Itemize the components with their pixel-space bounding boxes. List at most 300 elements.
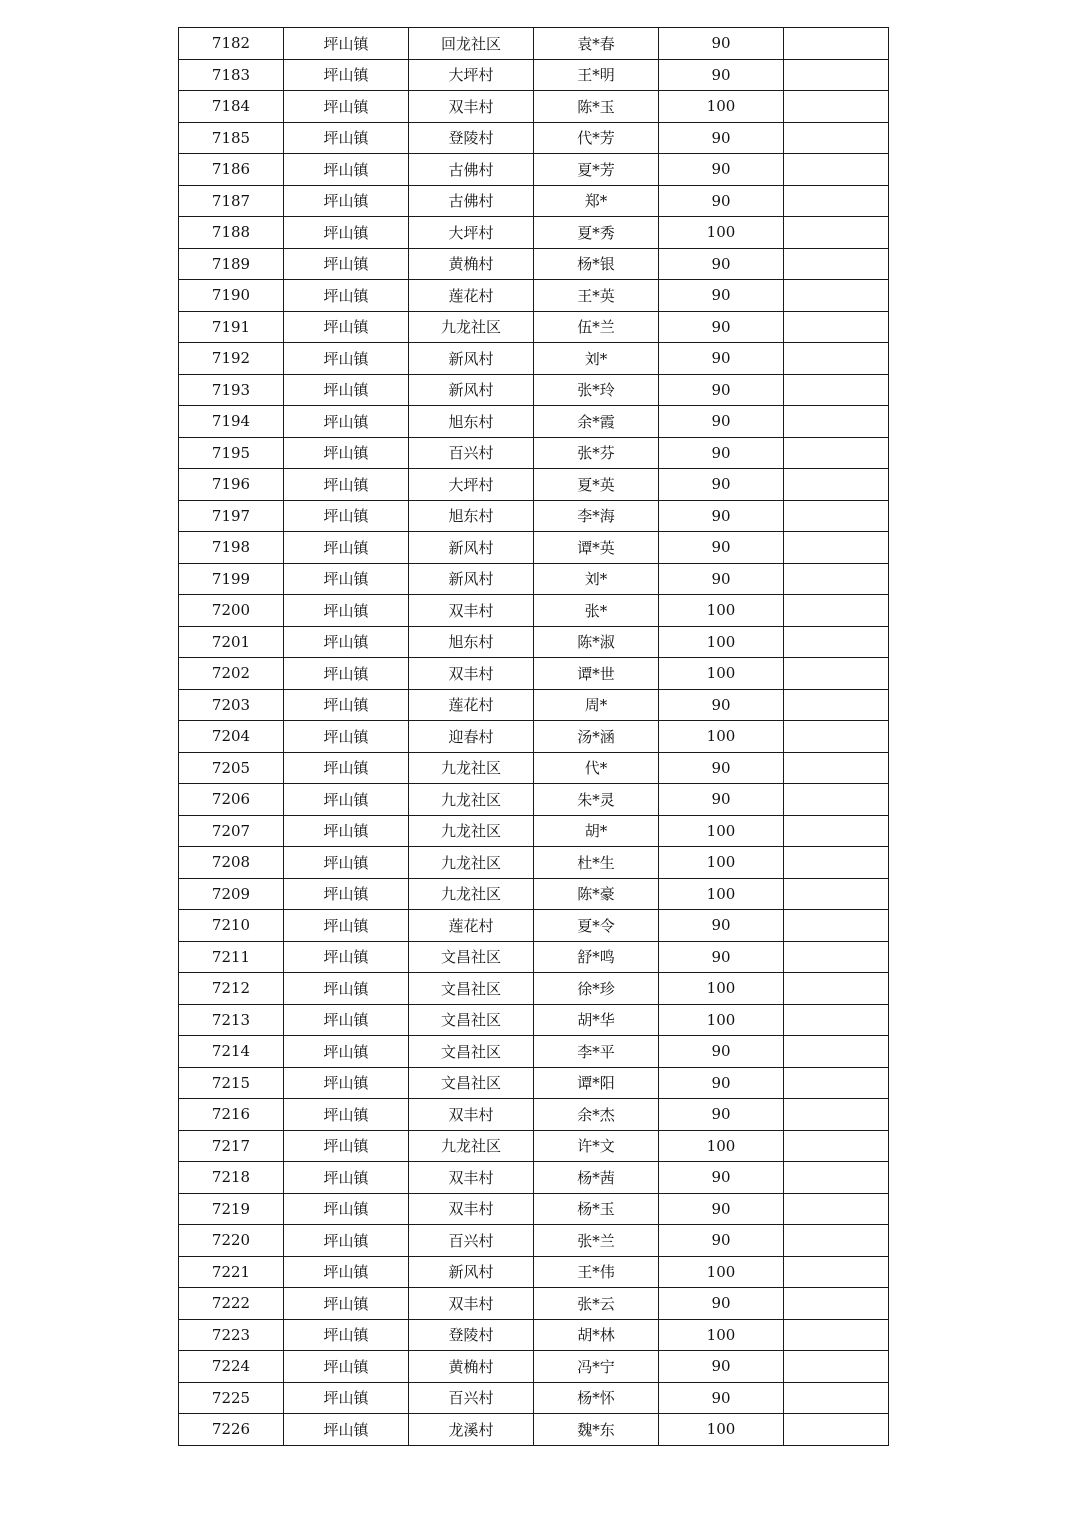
amount-cell: 90 xyxy=(659,343,784,375)
village-cell: 文昌社区 xyxy=(409,1036,534,1068)
serial-number-cell: 7184 xyxy=(179,91,284,123)
table-row xyxy=(179,532,889,564)
serial-number-cell: 7187 xyxy=(179,185,284,217)
amount-cell: 90 xyxy=(659,910,784,942)
remark-cell xyxy=(784,248,889,280)
serial-number-cell: 7191 xyxy=(179,311,284,343)
serial-number-cell: 7226 xyxy=(179,1414,284,1446)
village-cell: 旭东村 xyxy=(409,406,534,438)
remark-cell xyxy=(784,1067,889,1099)
serial-number-cell: 7188 xyxy=(179,217,284,249)
amount-cell: 90 xyxy=(659,563,784,595)
amount-cell: 100 xyxy=(659,1414,784,1446)
remark-cell xyxy=(784,122,889,154)
name-cell: 杨*银 xyxy=(534,248,659,280)
name-cell: 余*霞 xyxy=(534,406,659,438)
name-cell: 代* xyxy=(534,752,659,784)
village-cell: 新风村 xyxy=(409,374,534,406)
village-cell: 新风村 xyxy=(409,532,534,564)
name-cell: 刘* xyxy=(534,563,659,595)
serial-number-cell: 7212 xyxy=(179,973,284,1005)
town-cell: 坪山镇 xyxy=(284,248,409,280)
serial-number-cell: 7196 xyxy=(179,469,284,501)
serial-number-cell: 7202 xyxy=(179,658,284,690)
town-cell: 坪山镇 xyxy=(284,1288,409,1320)
name-cell: 陈*玉 xyxy=(534,91,659,123)
remark-cell xyxy=(784,721,889,753)
remark-cell xyxy=(784,217,889,249)
town-cell: 坪山镇 xyxy=(284,784,409,816)
remark-cell xyxy=(784,1414,889,1446)
village-cell: 迎春村 xyxy=(409,721,534,753)
name-cell: 张*芬 xyxy=(534,437,659,469)
remark-cell xyxy=(784,1256,889,1288)
table-row xyxy=(179,280,889,312)
amount-cell: 90 xyxy=(659,1036,784,1068)
remark-cell xyxy=(784,154,889,186)
remark-cell xyxy=(784,374,889,406)
remark-cell xyxy=(784,910,889,942)
table-row xyxy=(179,941,889,973)
amount-cell: 100 xyxy=(659,595,784,627)
remark-cell xyxy=(784,1382,889,1414)
village-cell: 新风村 xyxy=(409,1256,534,1288)
town-cell: 坪山镇 xyxy=(284,847,409,879)
name-cell: 王*伟 xyxy=(534,1256,659,1288)
town-cell: 坪山镇 xyxy=(284,185,409,217)
serial-number-cell: 7198 xyxy=(179,532,284,564)
remark-cell xyxy=(784,28,889,60)
amount-cell: 100 xyxy=(659,815,784,847)
village-cell: 回龙社区 xyxy=(409,28,534,60)
amount-cell: 90 xyxy=(659,59,784,91)
name-cell: 夏*英 xyxy=(534,469,659,501)
table-row xyxy=(179,815,889,847)
table-row xyxy=(179,406,889,438)
serial-number-cell: 7199 xyxy=(179,563,284,595)
village-cell: 新风村 xyxy=(409,343,534,375)
table-row xyxy=(179,1351,889,1383)
amount-cell: 90 xyxy=(659,28,784,60)
village-cell: 九龙社区 xyxy=(409,784,534,816)
remark-cell xyxy=(784,1193,889,1225)
village-cell: 古佛村 xyxy=(409,154,534,186)
name-cell: 徐*珍 xyxy=(534,973,659,1005)
town-cell: 坪山镇 xyxy=(284,1225,409,1257)
village-cell: 百兴村 xyxy=(409,437,534,469)
serial-number-cell: 7185 xyxy=(179,122,284,154)
amount-cell: 100 xyxy=(659,878,784,910)
town-cell: 坪山镇 xyxy=(284,1319,409,1351)
town-cell: 坪山镇 xyxy=(284,563,409,595)
remark-cell xyxy=(784,1099,889,1131)
table-row xyxy=(179,1036,889,1068)
remark-cell xyxy=(784,847,889,879)
remark-cell xyxy=(784,343,889,375)
town-cell: 坪山镇 xyxy=(284,1162,409,1194)
name-cell: 袁*春 xyxy=(534,28,659,60)
village-cell: 新风村 xyxy=(409,563,534,595)
remark-cell xyxy=(784,563,889,595)
table-row xyxy=(179,1288,889,1320)
serial-number-cell: 7203 xyxy=(179,689,284,721)
amount-cell: 90 xyxy=(659,689,784,721)
amount-cell: 100 xyxy=(659,626,784,658)
remark-cell xyxy=(784,185,889,217)
remark-cell xyxy=(784,437,889,469)
name-cell: 冯*宁 xyxy=(534,1351,659,1383)
amount-cell: 100 xyxy=(659,847,784,879)
village-cell: 双丰村 xyxy=(409,91,534,123)
village-cell: 文昌社区 xyxy=(409,973,534,1005)
town-cell: 坪山镇 xyxy=(284,406,409,438)
name-cell: 夏*令 xyxy=(534,910,659,942)
name-cell: 夏*秀 xyxy=(534,217,659,249)
serial-number-cell: 7211 xyxy=(179,941,284,973)
remark-cell xyxy=(784,311,889,343)
name-cell: 郑* xyxy=(534,185,659,217)
village-cell: 九龙社区 xyxy=(409,311,534,343)
serial-number-cell: 7221 xyxy=(179,1256,284,1288)
name-cell: 谭*世 xyxy=(534,658,659,690)
town-cell: 坪山镇 xyxy=(284,1193,409,1225)
table-row xyxy=(179,595,889,627)
amount-cell: 90 xyxy=(659,248,784,280)
name-cell: 陈*淑 xyxy=(534,626,659,658)
amount-cell: 90 xyxy=(659,154,784,186)
village-cell: 九龙社区 xyxy=(409,878,534,910)
name-cell: 胡*华 xyxy=(534,1004,659,1036)
table-row xyxy=(179,1382,889,1414)
table-row xyxy=(179,721,889,753)
table-row xyxy=(179,91,889,123)
serial-number-cell: 7213 xyxy=(179,1004,284,1036)
name-cell: 张*兰 xyxy=(534,1225,659,1257)
table-row xyxy=(179,847,889,879)
table-row xyxy=(179,217,889,249)
town-cell: 坪山镇 xyxy=(284,59,409,91)
serial-number-cell: 7193 xyxy=(179,374,284,406)
town-cell: 坪山镇 xyxy=(284,280,409,312)
serial-number-cell: 7217 xyxy=(179,1130,284,1162)
amount-cell: 90 xyxy=(659,752,784,784)
town-cell: 坪山镇 xyxy=(284,1382,409,1414)
town-cell: 坪山镇 xyxy=(284,154,409,186)
town-cell: 坪山镇 xyxy=(284,343,409,375)
remark-cell xyxy=(784,406,889,438)
serial-number-cell: 7192 xyxy=(179,343,284,375)
table-row xyxy=(179,1067,889,1099)
remark-cell xyxy=(784,1225,889,1257)
table-row xyxy=(179,185,889,217)
amount-cell: 90 xyxy=(659,437,784,469)
name-cell: 王*英 xyxy=(534,280,659,312)
town-cell: 坪山镇 xyxy=(284,500,409,532)
table-row xyxy=(179,689,889,721)
remark-cell xyxy=(784,784,889,816)
table-row xyxy=(179,122,889,154)
town-cell: 坪山镇 xyxy=(284,721,409,753)
table-row xyxy=(179,374,889,406)
village-cell: 双丰村 xyxy=(409,595,534,627)
village-cell: 旭东村 xyxy=(409,626,534,658)
town-cell: 坪山镇 xyxy=(284,437,409,469)
town-cell: 坪山镇 xyxy=(284,752,409,784)
village-cell: 莲花村 xyxy=(409,280,534,312)
village-cell: 九龙社区 xyxy=(409,847,534,879)
town-cell: 坪山镇 xyxy=(284,878,409,910)
village-cell: 双丰村 xyxy=(409,1099,534,1131)
name-cell: 代*芳 xyxy=(534,122,659,154)
name-cell: 李*平 xyxy=(534,1036,659,1068)
serial-number-cell: 7206 xyxy=(179,784,284,816)
table-row xyxy=(179,469,889,501)
village-cell: 黄桷村 xyxy=(409,248,534,280)
amount-cell: 100 xyxy=(659,658,784,690)
amount-cell: 90 xyxy=(659,469,784,501)
town-cell: 坪山镇 xyxy=(284,217,409,249)
town-cell: 坪山镇 xyxy=(284,311,409,343)
town-cell: 坪山镇 xyxy=(284,658,409,690)
amount-cell: 90 xyxy=(659,374,784,406)
table-row xyxy=(179,1225,889,1257)
amount-cell: 100 xyxy=(659,721,784,753)
amount-cell: 90 xyxy=(659,941,784,973)
village-cell: 登陵村 xyxy=(409,1319,534,1351)
town-cell: 坪山镇 xyxy=(284,595,409,627)
name-cell: 杜*生 xyxy=(534,847,659,879)
name-cell: 张*玲 xyxy=(534,374,659,406)
table-row xyxy=(179,626,889,658)
serial-number-cell: 7214 xyxy=(179,1036,284,1068)
town-cell: 坪山镇 xyxy=(284,1130,409,1162)
amount-cell: 90 xyxy=(659,784,784,816)
table-row xyxy=(179,1319,889,1351)
serial-number-cell: 7200 xyxy=(179,595,284,627)
serial-number-cell: 7215 xyxy=(179,1067,284,1099)
amount-cell: 90 xyxy=(659,1351,784,1383)
name-cell: 汤*涵 xyxy=(534,721,659,753)
town-cell: 坪山镇 xyxy=(284,689,409,721)
serial-number-cell: 7224 xyxy=(179,1351,284,1383)
name-cell: 王*明 xyxy=(534,59,659,91)
amount-cell: 90 xyxy=(659,500,784,532)
serial-number-cell: 7201 xyxy=(179,626,284,658)
amount-cell: 90 xyxy=(659,1382,784,1414)
amount-cell: 100 xyxy=(659,217,784,249)
name-cell: 周* xyxy=(534,689,659,721)
village-cell: 九龙社区 xyxy=(409,815,534,847)
remark-cell xyxy=(784,1351,889,1383)
name-cell: 伍*兰 xyxy=(534,311,659,343)
town-cell: 坪山镇 xyxy=(284,1036,409,1068)
remark-cell xyxy=(784,689,889,721)
serial-number-cell: 7208 xyxy=(179,847,284,879)
village-cell: 九龙社区 xyxy=(409,752,534,784)
table-row xyxy=(179,1099,889,1131)
name-cell: 李*海 xyxy=(534,500,659,532)
village-cell: 莲花村 xyxy=(409,910,534,942)
table-row xyxy=(179,500,889,532)
remark-cell xyxy=(784,1130,889,1162)
name-cell: 谭*英 xyxy=(534,532,659,564)
serial-number-cell: 7209 xyxy=(179,878,284,910)
amount-cell: 90 xyxy=(659,532,784,564)
serial-number-cell: 7220 xyxy=(179,1225,284,1257)
table-row xyxy=(179,1256,889,1288)
remark-cell xyxy=(784,1319,889,1351)
town-cell: 坪山镇 xyxy=(284,91,409,123)
serial-number-cell: 7182 xyxy=(179,28,284,60)
table-row xyxy=(179,563,889,595)
table-row xyxy=(179,1414,889,1446)
town-cell: 坪山镇 xyxy=(284,973,409,1005)
remark-cell xyxy=(784,1288,889,1320)
town-cell: 坪山镇 xyxy=(284,122,409,154)
remark-cell xyxy=(784,532,889,564)
amount-cell: 90 xyxy=(659,280,784,312)
serial-number-cell: 7210 xyxy=(179,910,284,942)
table-row xyxy=(179,154,889,186)
village-cell: 双丰村 xyxy=(409,1193,534,1225)
village-cell: 登陵村 xyxy=(409,122,534,154)
name-cell: 张*云 xyxy=(534,1288,659,1320)
serial-number-cell: 7205 xyxy=(179,752,284,784)
remark-cell xyxy=(784,752,889,784)
remark-cell xyxy=(784,595,889,627)
name-cell: 杨*玉 xyxy=(534,1193,659,1225)
name-cell: 刘* xyxy=(534,343,659,375)
remark-cell xyxy=(784,878,889,910)
town-cell: 坪山镇 xyxy=(284,1067,409,1099)
remark-cell xyxy=(784,469,889,501)
table-row xyxy=(179,784,889,816)
village-cell: 文昌社区 xyxy=(409,941,534,973)
name-cell: 胡*林 xyxy=(534,1319,659,1351)
name-cell: 舒*鸣 xyxy=(534,941,659,973)
town-cell: 坪山镇 xyxy=(284,815,409,847)
village-cell: 双丰村 xyxy=(409,1162,534,1194)
amount-cell: 90 xyxy=(659,1288,784,1320)
serial-number-cell: 7225 xyxy=(179,1382,284,1414)
remark-cell xyxy=(784,1162,889,1194)
name-cell: 余*杰 xyxy=(534,1099,659,1131)
village-cell: 古佛村 xyxy=(409,185,534,217)
table-row xyxy=(179,878,889,910)
table-row xyxy=(179,752,889,784)
village-cell: 文昌社区 xyxy=(409,1004,534,1036)
table-row xyxy=(179,1162,889,1194)
town-cell: 坪山镇 xyxy=(284,532,409,564)
village-cell: 文昌社区 xyxy=(409,1067,534,1099)
table-row xyxy=(179,248,889,280)
remark-cell xyxy=(784,1036,889,1068)
table-row xyxy=(179,1130,889,1162)
remark-cell xyxy=(784,658,889,690)
amount-cell: 90 xyxy=(659,311,784,343)
serial-number-cell: 7190 xyxy=(179,280,284,312)
town-cell: 坪山镇 xyxy=(284,941,409,973)
village-cell: 大坪村 xyxy=(409,469,534,501)
amount-cell: 100 xyxy=(659,1319,784,1351)
serial-number-cell: 7216 xyxy=(179,1099,284,1131)
remark-cell xyxy=(784,941,889,973)
subsidy-table xyxy=(178,27,889,1446)
serial-number-cell: 7189 xyxy=(179,248,284,280)
serial-number-cell: 7195 xyxy=(179,437,284,469)
town-cell: 坪山镇 xyxy=(284,910,409,942)
table-row xyxy=(179,1004,889,1036)
village-cell: 双丰村 xyxy=(409,658,534,690)
name-cell: 许*文 xyxy=(534,1130,659,1162)
village-cell: 百兴村 xyxy=(409,1382,534,1414)
name-cell: 夏*芳 xyxy=(534,154,659,186)
name-cell: 魏*东 xyxy=(534,1414,659,1446)
amount-cell: 100 xyxy=(659,91,784,123)
table-row xyxy=(179,59,889,91)
village-cell: 莲花村 xyxy=(409,689,534,721)
table-body xyxy=(179,28,889,1446)
town-cell: 坪山镇 xyxy=(284,1414,409,1446)
remark-cell xyxy=(784,91,889,123)
village-cell: 龙溪村 xyxy=(409,1414,534,1446)
name-cell: 陈*豪 xyxy=(534,878,659,910)
town-cell: 坪山镇 xyxy=(284,1351,409,1383)
remark-cell xyxy=(784,626,889,658)
serial-number-cell: 7219 xyxy=(179,1193,284,1225)
table-row xyxy=(179,343,889,375)
serial-number-cell: 7183 xyxy=(179,59,284,91)
remark-cell xyxy=(784,500,889,532)
amount-cell: 90 xyxy=(659,122,784,154)
amount-cell: 100 xyxy=(659,1004,784,1036)
name-cell: 朱*灵 xyxy=(534,784,659,816)
amount-cell: 90 xyxy=(659,1067,784,1099)
remark-cell xyxy=(784,815,889,847)
name-cell: 谭*阳 xyxy=(534,1067,659,1099)
remark-cell xyxy=(784,280,889,312)
town-cell: 坪山镇 xyxy=(284,626,409,658)
amount-cell: 100 xyxy=(659,1130,784,1162)
serial-number-cell: 7207 xyxy=(179,815,284,847)
town-cell: 坪山镇 xyxy=(284,1004,409,1036)
amount-cell: 90 xyxy=(659,1099,784,1131)
village-cell: 大坪村 xyxy=(409,59,534,91)
serial-number-cell: 7218 xyxy=(179,1162,284,1194)
remark-cell xyxy=(784,973,889,1005)
amount-cell: 90 xyxy=(659,1193,784,1225)
serial-number-cell: 7197 xyxy=(179,500,284,532)
serial-number-cell: 7194 xyxy=(179,406,284,438)
town-cell: 坪山镇 xyxy=(284,374,409,406)
amount-cell: 100 xyxy=(659,973,784,1005)
amount-cell: 90 xyxy=(659,1225,784,1257)
amount-cell: 90 xyxy=(659,1162,784,1194)
table-row xyxy=(179,910,889,942)
serial-number-cell: 7204 xyxy=(179,721,284,753)
town-cell: 坪山镇 xyxy=(284,469,409,501)
village-cell: 百兴村 xyxy=(409,1225,534,1257)
remark-cell xyxy=(784,59,889,91)
village-cell: 大坪村 xyxy=(409,217,534,249)
serial-number-cell: 7222 xyxy=(179,1288,284,1320)
name-cell: 杨*怀 xyxy=(534,1382,659,1414)
village-cell: 双丰村 xyxy=(409,1288,534,1320)
name-cell: 张* xyxy=(534,595,659,627)
village-cell: 旭东村 xyxy=(409,500,534,532)
table-row xyxy=(179,973,889,1005)
village-cell: 九龙社区 xyxy=(409,1130,534,1162)
